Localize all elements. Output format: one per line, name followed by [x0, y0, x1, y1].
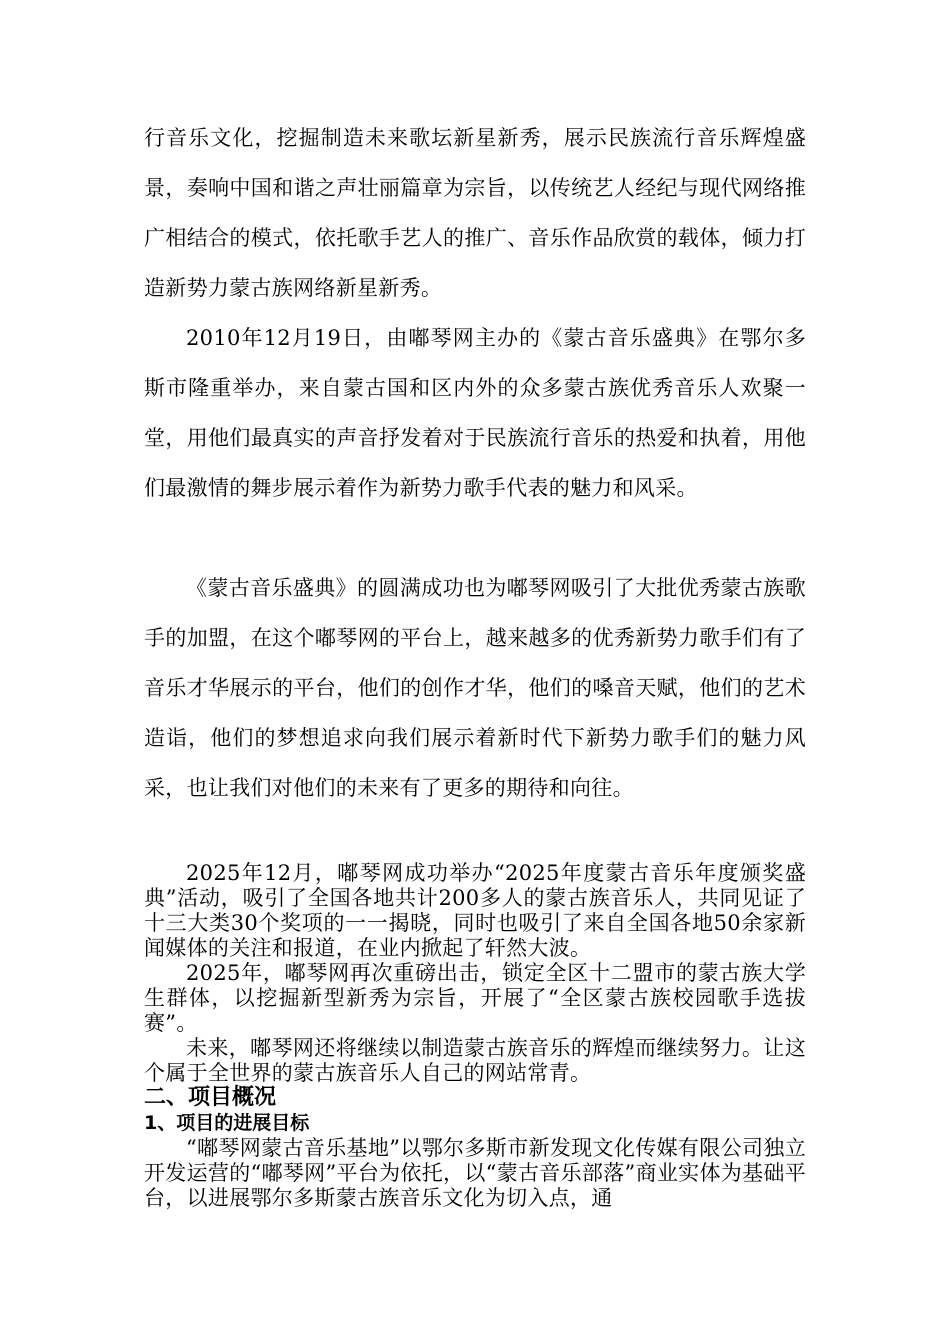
- paragraph-campus-singer-contest: 2025年，嘟琴网再次重磅出击，锁定全区十二盟市的蒙古族大学生群体，以挖掘新型新秀为宗旨，开展了“全区蒙古族校园歌手选拔赛”。: [144, 961, 806, 1035]
- paragraph-music-festival-2010: 2010年12月19日，由嘟琴网主办的《蒙古音乐盛典》在鄂尔多斯市隆重举办，来自蒙古国和区内外的众多蒙古族优秀音乐人欢聚一堂，用他们最真实的声音抒发着对于民族流行音乐的热爱和执着，用他们最激情的舞步展示着作为新势力歌手代表的魅力和风采。: [144, 326, 806, 500]
- paragraph-intro-continued: 行音乐文化，挖掘制造未来歌坛新星新秀，展示民族流行音乐辉煌盛景，奏响中国和谐之声壮丽篇章为宗旨，以传统艺人经纪与现代网络推广相结合的模式，依托歌手艺人的推广、音乐作品欣赏的载体，倾力打造新势力蒙古族网络新星新秀。: [144, 126, 806, 300]
- paragraph-future-outlook: 未来，嘟琴网还将继续以制造蒙古族音乐的辉煌而继续努力。让这个属于全世界的蒙古族音乐人自己的网站常青。: [144, 1036, 806, 1085]
- paragraph-festival-success: 《蒙古音乐盛典》的圆满成功也为嘟琴网吸引了大批优秀蒙古族歌手的加盟，在这个嘟琴网的平台上，越来越多的优秀新势力歌手们有了音乐才华展示的平台，他们的创作才华，他们的嗓音天赋，他们的艺术造诣，他们的梦想追求向我们展示着新时代下新势力歌手们的魅力风采，也让我们对他们的未来有了更多的期待和向往。: [144, 576, 806, 800]
- paragraph-award-ceremony-2025: 2025年12月，嘟琴网成功举办“2025年度蒙古音乐年度颁奖盛典”活动，吸引了全国各地共计200多人的蒙古族音乐人，共同见证了十三大类30个奖项的一一揭晓，同时也吸引了来自全国各地50余家新闻媒体的关注和报道，在业内掀起了轩然大波。: [144, 861, 806, 960]
- paragraph-project-goals: “嘟琴网蒙古音乐基地”以鄂尔多斯市新发现文化传媒有限公司独立开发运营的“嘟琴网”平台为依托，以“蒙古音乐部落”商业实体为基础平台，以进展鄂尔多斯蒙古族音乐文化为切入点，通: [144, 1136, 806, 1210]
- subsection-heading-project-goals: 1、项目的进展目标: [144, 1112, 310, 1134]
- section-heading-project-overview: 二、项目概况: [144, 1085, 277, 1110]
